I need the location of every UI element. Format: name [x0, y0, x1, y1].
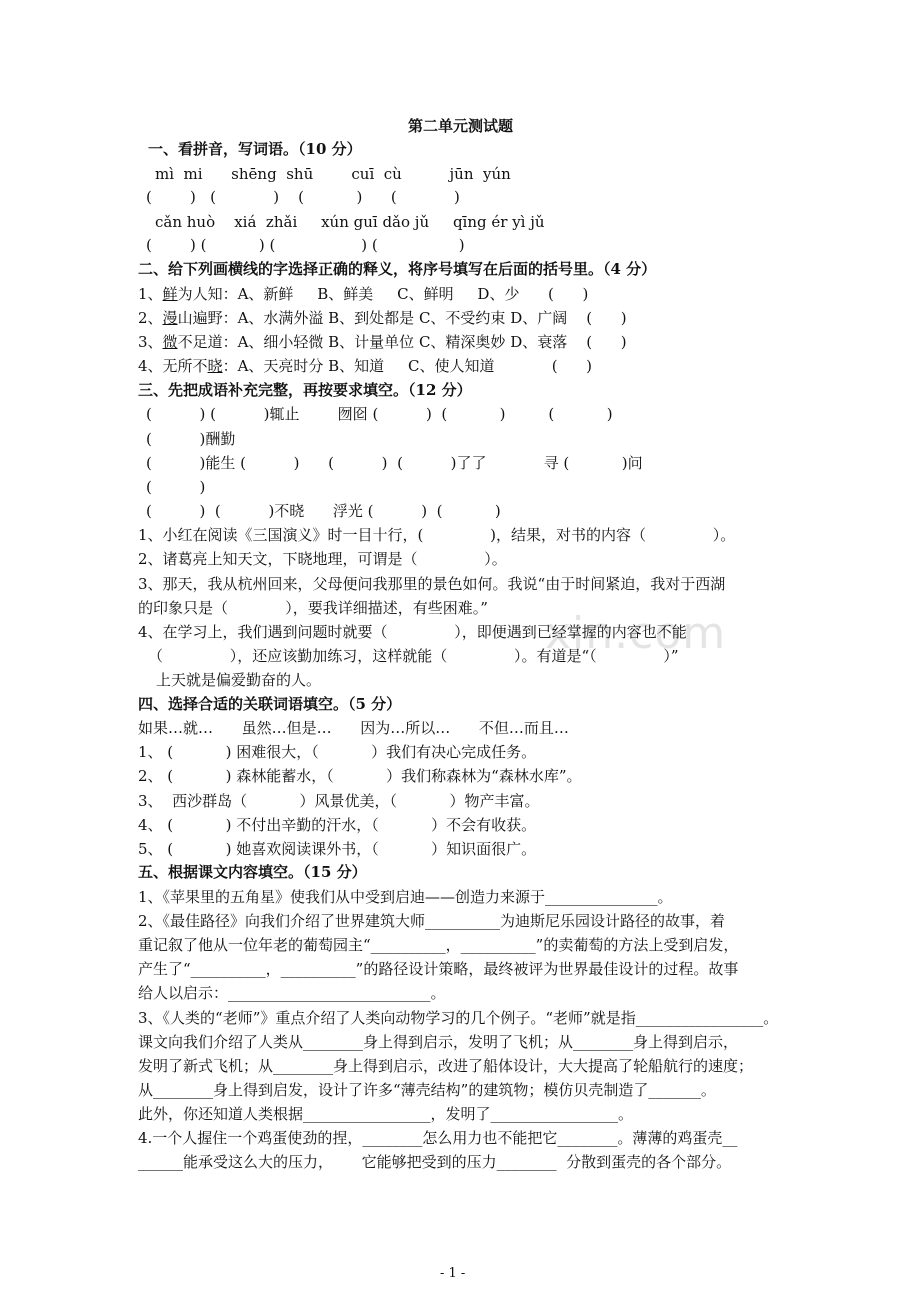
text-line: 重记叙了他从一位年老的葡萄园主“__________，__________”的卖葡萄的方法上受到启发， [138, 936, 739, 954]
fill-question-cont: （ ），还应该勤加练习，这样就能（ ）。有道是“（ ）” [148, 647, 679, 665]
page-number: - 1 - [440, 1266, 466, 1281]
fill-question: 2、诸葛亮上知天文，下晓地理，可谓是（ ）。 [138, 550, 507, 568]
conjunction-item: 5、 ( ) 她喜欢阅读课外书，（ ）知识面很广。 [138, 840, 537, 858]
text-line: 课文向我们介绍了人类从________身上得到启示，发明了飞机；从________身上得到启示， [138, 1033, 739, 1051]
text-line: 从________身上得到启发，设计了许多“薄壳结构”的建筑物；模仿贝壳制造了_______。 [138, 1081, 716, 1099]
idiom-row: ( )能生 ( ) ( ) ( )了了 寻 ( )问 [146, 454, 643, 472]
underlined-char: 漫 [162, 309, 178, 327]
text-line: 1、《苹果里的五角星》使我们从中受到启迪——创造力来源于_______________。 [138, 888, 673, 906]
fill-question: 1、小红在阅读《三国演义》时一目十行，( )，结果，对书的内容（ ）。 [138, 526, 736, 544]
section-4-heading: 四、选择合适的关联词语填空。（5 分） [138, 695, 402, 713]
pinyin-row-2: cǎn huò xiá zhǎi xún guī dǎo jǔ qīng ér yì jǔ [155, 213, 545, 231]
idiom-row: ( )酬勤 [146, 430, 236, 448]
pinyin-row-1: mì mi shēng shū cuī cù jūn yún [155, 165, 511, 183]
answer-blanks-row-1: ( ) ( ) ( ) ( ) [146, 188, 460, 206]
question-item: 3、微不足道：A、细小轻微 B、计量单位 C、精深奥妙 D、衰落 ( ) [138, 333, 627, 351]
underlined-char: 微 [162, 333, 178, 351]
text-line: ______能承受这么大的压力， 它能够把受到的压力________ 分散到蛋壳的各个部分。 [138, 1153, 732, 1171]
question-item: 4、无所不晓：A、天亮时分 B、知道 C、使人知道 ( ) [138, 357, 593, 375]
text-line: 3、《人类的“老师”》重点介绍了人类向动物学习的几个例子。“老师”就是指_________________。 [138, 1009, 779, 1027]
text-line: 给人以启示：___________________________。 [138, 984, 446, 1002]
text-line: 发明了新式飞机；从________身上得到启示，改进了船体设计，大大提高了轮船航行的速度； [138, 1057, 754, 1075]
conjunction-item: 3、 西沙群岛（ ）风景优美，（ ）物产丰富。 [138, 792, 540, 810]
fill-question-cont: 上天就是偏爱勤奋的人。 [156, 671, 322, 689]
section-3-heading: 三、先把成语补充完整，再按要求填空。（12 分） [138, 381, 472, 399]
fill-question: 4、在学习上，我们遇到问题时就要（ ），即便遇到已经掌握的内容也不能 [138, 623, 687, 641]
idiom-row: ( ) [146, 478, 206, 496]
text-line: 4.一个人握住一个鸡蛋使劲的捏，________怎么用力也不能把它________。薄薄的鸡蛋壳__ [138, 1129, 738, 1147]
conjunction-item: 4、 ( ) 不付出辛勤的汗水，（ ）不会有收获。 [138, 816, 537, 834]
section-1-heading: 一、看拼音，写词语。（10 分） [148, 140, 362, 158]
idiom-row: ( ) ( )不晓 浮光 ( ) ( ) [146, 502, 501, 520]
text-line: 此外，你还知道人类根据_________________，发明了_________________。 [138, 1105, 634, 1123]
fill-question: 3、那天，我从杭州回来，父母便问我那里的景色如何。我说“由于时间紧迫，我对于西湖 [138, 575, 726, 593]
section-5-heading: 五、根据课文内容填空。（15 分） [138, 863, 367, 881]
idiom-row: ( ) ( )辄止 囫囵 ( ) ( ) ( ) [146, 405, 613, 423]
document-title: 第二单元测试题 [408, 117, 514, 135]
underlined-char: 鲜 [162, 285, 178, 303]
question-item: 1、鲜为人知：A、新鲜 B、鲜美 C、鲜明 D、少 ( ) [138, 285, 589, 303]
fill-question-cont: 的印象只是（ ），要我详细描述，有些困难。” [138, 599, 488, 617]
question-item: 2、漫山遍野：A、水满外溢 B、到处都是 C、不受约束 D、广阔 ( ) [138, 309, 627, 327]
conjunction-item: 2、 ( ) 森林能蓄水，（ ）我们称森林为“森林水库”。 [138, 767, 582, 785]
watermark: xin.com [545, 608, 727, 659]
underlined-char: 晓 [207, 357, 223, 375]
text-line: 产生了“__________，__________”的路径设计策略，最终被评为世界最佳设计的过程。故事 [138, 960, 739, 978]
section-2-heading: 二、给下列画横线的字选择正确的释义，将序号填写在后面的括号里。（4 分） [138, 260, 657, 278]
answer-blanks-row-2: ( ) ( ) ( ) ( ) [146, 236, 465, 254]
text-line: 2、《最佳路径》向我们介绍了世界建筑大师__________为迪斯尼乐园设计路径的故事，着 [138, 912, 726, 930]
conjunction-options: 如果…就… 虽然…但是… 因为…所以… 不但…而且… [138, 719, 569, 737]
conjunction-item: 1、 ( ) 困难很大，（ ）我们有决心完成任务。 [138, 743, 537, 761]
